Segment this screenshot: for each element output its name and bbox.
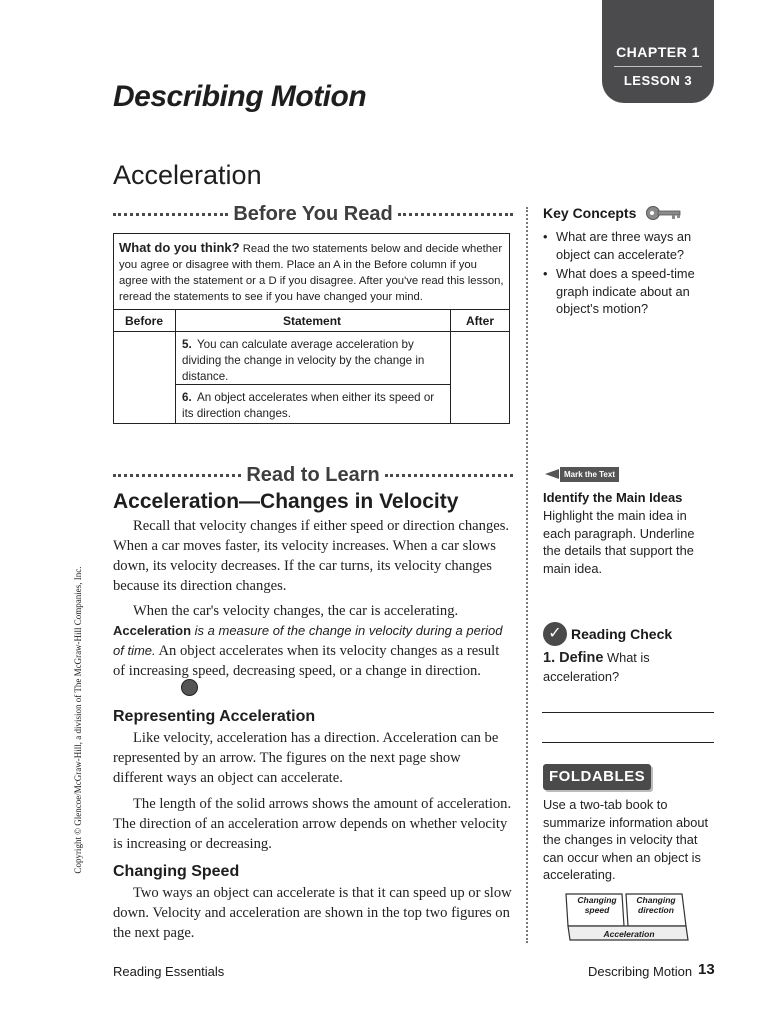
statement-6: [182, 390, 447, 422]
before-answer-5[interactable]: [114, 333, 174, 383]
statement-6-text: An object accelerates when either its speed or its direction changes.: [182, 391, 435, 420]
statement-5-num: 5.: [182, 338, 192, 351]
table-col-divider: [175, 309, 176, 424]
read-to-learn-label: Read to Learn: [246, 464, 380, 486]
before-answer-6[interactable]: [114, 385, 174, 423]
footer-chapter-title: Describing Motion: [588, 964, 693, 979]
key-concept-item: • What are three ways an object can accelerate?: [543, 228, 713, 263]
reading-check-question: [543, 649, 713, 685]
key-icon: [646, 205, 682, 221]
read-to-learn-header: [113, 464, 513, 487]
column-divider: [526, 207, 528, 943]
think-prompt-text: Read the two statements below and decide whether you agree or disagree with them. Place an A in the Before column if you agree with the statement or a D if you disagree. After you've read this lesson, reread the statements to see if you have changed your mind.: [119, 243, 504, 303]
before-you-read-label: Before You Read: [233, 203, 393, 225]
col-statement: Statement: [283, 314, 342, 328]
section-title: Acceleration—Changes in Velocity: [113, 490, 459, 513]
statement-6-num: 6.: [182, 391, 192, 404]
paragraph-1: Recall that velocity changes if either speed or direction changes. When a car moves faster, its velocity increases. When a car slows down, its velocity decreases. If the car turns, its velocity changes because its direction changes.: [113, 518, 510, 594]
answer-line-2[interactable]: [542, 742, 714, 743]
pointer-arrow-icon: [545, 469, 559, 479]
subheading-representing: Representing Acceleration: [113, 708, 316, 725]
main-ideas-text: Highlight the main idea in each paragraph. Underline the details that support the main idea.: [543, 508, 695, 576]
term-acceleration: Acceleration: [113, 623, 192, 638]
reading-check-number: 1. Define: [543, 650, 604, 666]
before-you-read-header: [113, 203, 513, 226]
key-concepts-title: Key Concepts: [543, 205, 637, 221]
reading-check-marker-icon: [181, 679, 198, 696]
chapter-label: CHAPTER 1: [616, 44, 700, 60]
page-number: 13: [698, 961, 715, 978]
col-after: After: [466, 314, 495, 328]
mark-the-text-badge: Mark the Text: [560, 467, 619, 482]
chapter-divider: [614, 66, 702, 67]
foldable-illustration: [562, 892, 690, 942]
fold-tab-speed: Changing speed: [577, 895, 617, 915]
paragraph-5: Two ways an object can accelerate is that it can speed up or slow down. Velocity and acceleration are shown in the top two figures on the next page.: [113, 885, 512, 941]
lesson-title: Acceleration: [113, 160, 262, 190]
paragraph-3: Like velocity, acceleration has a direction. Acceleration can be represented by an arrow. The figures on the next page show different ways an object can accelerate.: [113, 730, 499, 786]
footer-book-title: Reading Essentials: [113, 964, 225, 979]
foldables-logo: FOLDABLES: [543, 764, 651, 790]
answer-line-1[interactable]: [542, 712, 714, 713]
foldables-text: Use a two-tab book to summarize information about the changes in velocity that can occur when an object is accelerating.: [543, 797, 709, 882]
statement-5: [182, 337, 447, 385]
col-before: Before: [125, 314, 164, 328]
subheading-changing-speed: Changing Speed: [113, 863, 240, 880]
unit-title: Describing Motion: [113, 80, 367, 113]
copyright-text: Copyright © Glencoe/McGraw-Hill, a division of The McGraw-Hill Companies, Inc.: [73, 566, 83, 874]
key-concepts-list: [543, 228, 713, 320]
after-answer-6[interactable]: [451, 385, 509, 423]
checkmark-icon: ✓: [543, 622, 567, 646]
fold-tab-direction: Changing direction: [636, 895, 676, 915]
acceleration-definition: is a measure of the change in velocity during a period of time.: [113, 623, 503, 658]
main-ideas-title: Identify the Main Ideas: [543, 490, 683, 505]
think-prompt-bold: What do you think?: [119, 240, 240, 255]
paragraph-2-end: An object accelerates when its velocity changes as a result of increasing speed, decreasing speed, or a change in direction.: [113, 643, 500, 679]
think-prompt: [119, 240, 507, 305]
paragraph-2: [113, 601, 513, 681]
fold-base-label: Acceleration: [603, 929, 655, 939]
reading-check-title: Reading Check: [571, 626, 673, 642]
lesson-label: LESSON 3: [623, 73, 693, 88]
paragraph-2-start: When the car's velocity changes, the car is accelerating.: [133, 603, 459, 619]
after-answer-5[interactable]: [451, 333, 509, 383]
reading-check-text: What is acceleration?: [543, 650, 650, 684]
key-concept-item: • What does a speed-time graph indicate about an object's motion?: [543, 265, 713, 318]
paragraph-4: The length of the solid arrows shows the amount of acceleration. The direction of an acceleration arrow depends on whether velocity is increasing or decreasing.: [113, 796, 512, 852]
statement-5-text: You can calculate average acceleration by dividing the change in velocity by the change in distance.: [182, 338, 425, 383]
